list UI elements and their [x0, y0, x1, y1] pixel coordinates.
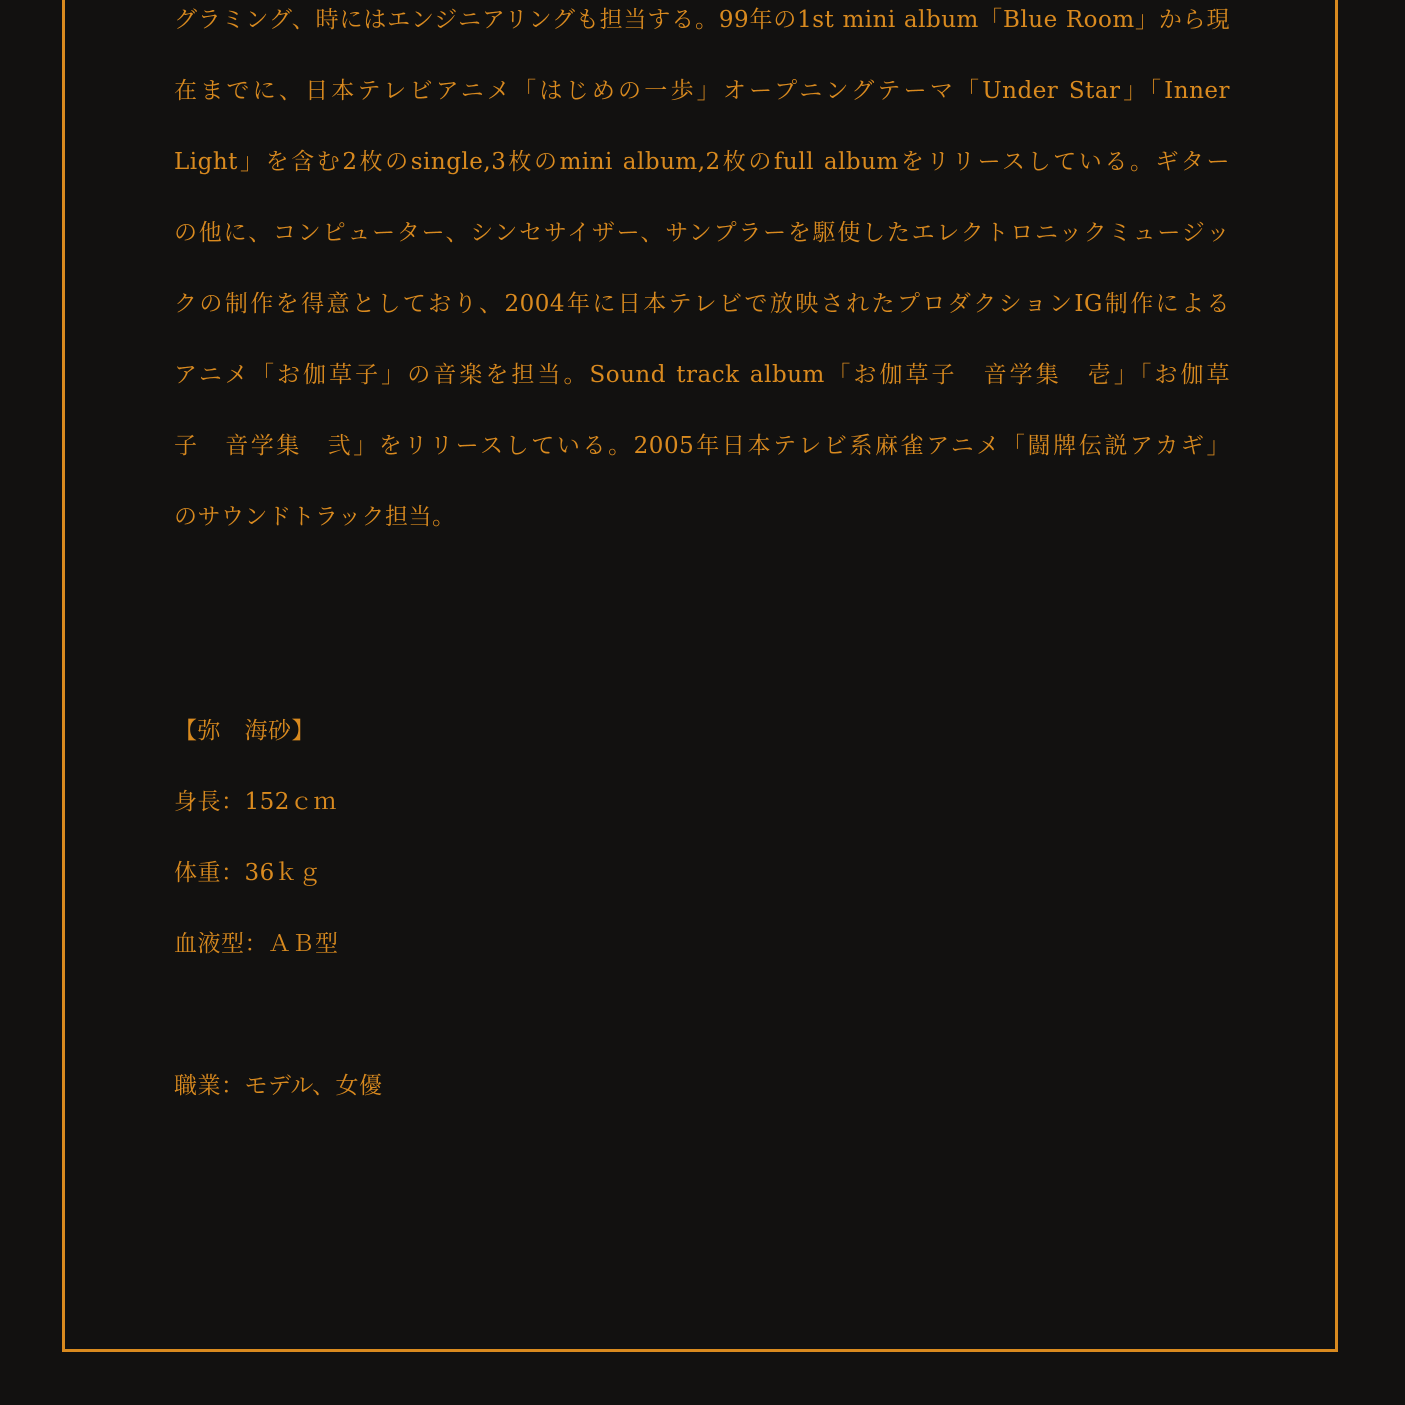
profile-occupation: 職業：モデル、女優 [174, 1073, 383, 1099]
bio-line: のサウンドトラック担当。 [174, 504, 456, 530]
bio-line: 在までに、日本テレビアニメ「はじめの一歩」オープニングテーマ「Under Star」「Inner [174, 78, 1230, 104]
profile-height: 身長：152ｃｍ [174, 789, 337, 815]
page-border-frame [62, 0, 1338, 1352]
bio-line: グラミング、時にはエンジニアリングも担当する。99年の1st mini album「Blue Room」から現 [174, 7, 1230, 33]
bio-line: Light」を含む2枚のsingle,3枚のmini album,2枚のfull albumをリリースしている。ギター [174, 149, 1230, 175]
bio-line: の他に、コンピューター、シンセサイザー、サンプラーを駆使したエレクトロニックミュージッ [174, 220, 1230, 246]
profile-weight: 体重：36ｋｇ [174, 860, 322, 886]
profile-name: 【弥 海砂】 [174, 718, 315, 744]
bio-line: クの制作を得意としており、2004年に日本テレビで放映されたプロダクションIG制作による [174, 291, 1230, 317]
bio-line: アニメ「お伽草子」の音楽を担当。Sound track album「お伽草子 音学集 壱」「お伽草 [174, 362, 1230, 388]
bio-line: 子 音学集 弐」をリリースしている。2005年日本テレビ系麻雀アニメ「闘牌伝説アカギ」 [174, 433, 1230, 459]
profile-blood-type: 血液型：ＡＢ型 [174, 931, 339, 957]
